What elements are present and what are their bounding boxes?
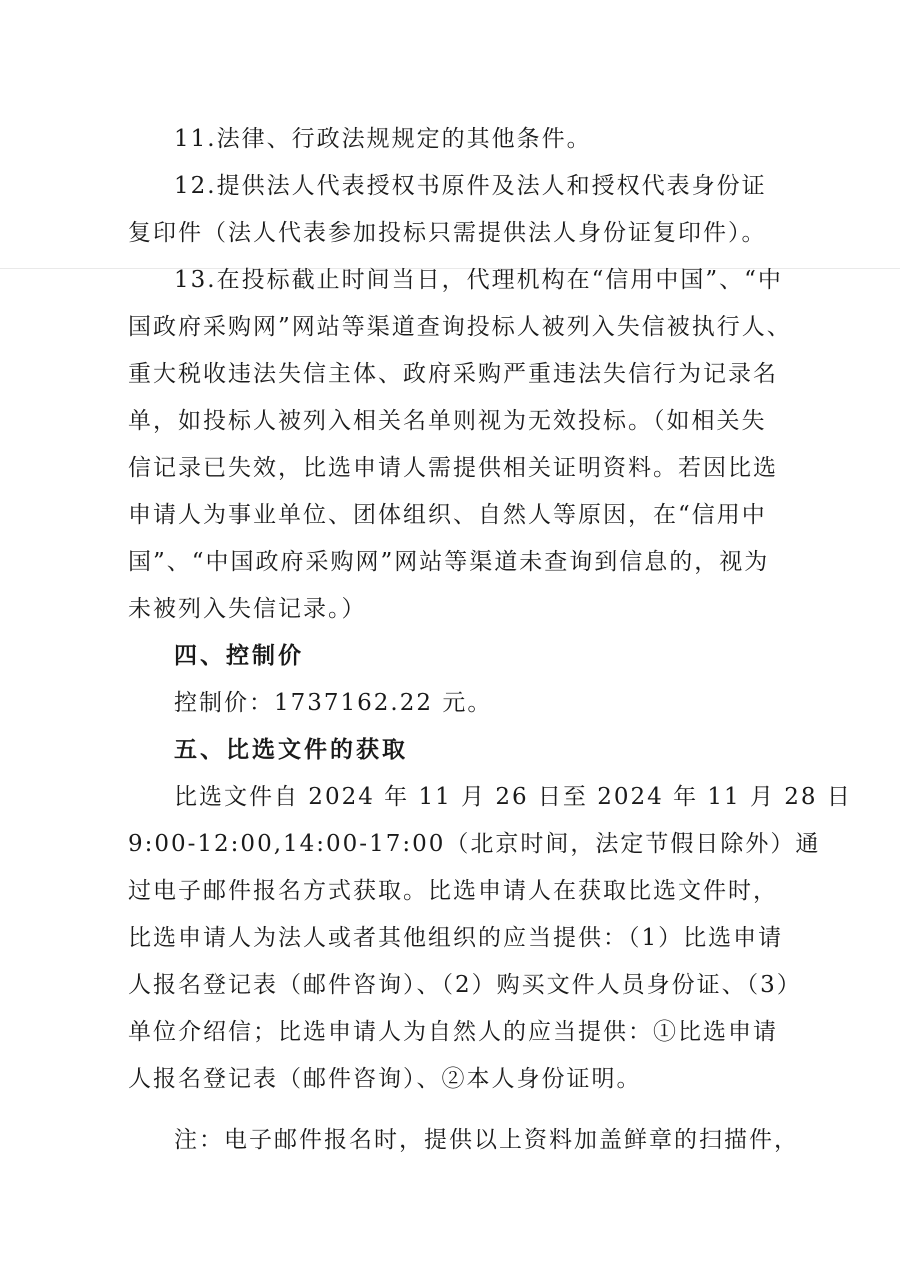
acquisition-line-3: 过电子邮件报名方式获取。比选申请人在获取比选文件时，	[128, 878, 778, 904]
section-heading-document-acquisition: 五、比选文件的获取	[174, 737, 408, 763]
clause-13-line-7: 国”、“中国政府采购网”网站等渠道未查询到信息的，视为	[128, 549, 770, 575]
clause-13-line-2: 国政府采购网”网站等渠道查询投标人被列入失信被执行人、	[128, 314, 792, 340]
clause-13-line-6: 申请人为事业单位、团体组织、自然人等原因，在“信用中	[128, 502, 767, 528]
clause-13-line-5: 信记录已失效，比选申请人需提供相关证明资料。若因比选	[128, 455, 778, 481]
clause-13-line-1: 13.在投标截止时间当日，代理机构在“信用中国”、“中	[174, 267, 783, 293]
acquisition-line-5: 人报名登记表（邮件咨询）、（2）购买文件人员身份证、（3）	[128, 972, 802, 998]
clause-13-line-8: 未被列入失信记录。）	[128, 596, 367, 622]
note-line-1: 注：电子邮件报名时，提供以上资料加盖鲜章的扫描件，	[174, 1127, 799, 1153]
clause-12-line-1: 12.提供法人代表授权书原件及法人和授权代表身份证	[174, 173, 767, 199]
clause-12-line-2: 复印件（法人代表参加投标只需提供法人身份证复印件）。	[128, 220, 767, 246]
control-price-text: 控制价：1737162.22 元。	[174, 690, 493, 716]
clause-13-line-4: 单，如投标人被列入相关名单则视为无效投标。（如相关失	[128, 408, 767, 434]
document-body	[128, 116, 852, 1164]
acquisition-line-4: 比选申请人为法人或者其他组织的应当提供：（1）比选申请	[128, 925, 784, 951]
paragraph-gap	[128, 1103, 768, 1117]
section-heading-control-price: 四、控制价	[174, 643, 304, 669]
acquisition-line-7: 人报名登记表（邮件咨询）、②本人身份证明。	[128, 1066, 642, 1092]
clause-11: 11.法律、行政法规规定的其他条件。	[174, 126, 592, 152]
clause-13-line-3: 重大税收违法失信主体、政府采购严重违法失信行为记录名	[128, 361, 778, 387]
acquisition-line-1: 比选文件自 2024 年 11 月 26 日至 2024 年 11 月 28 日	[174, 784, 852, 810]
acquisition-line-6: 单位介绍信；比选申请人为自然人的应当提供：①比选申请	[128, 1019, 778, 1045]
acquisition-line-2: 9:00-12:00,14:00-17:00（北京时间，法定节假日除外）通	[128, 831, 821, 857]
